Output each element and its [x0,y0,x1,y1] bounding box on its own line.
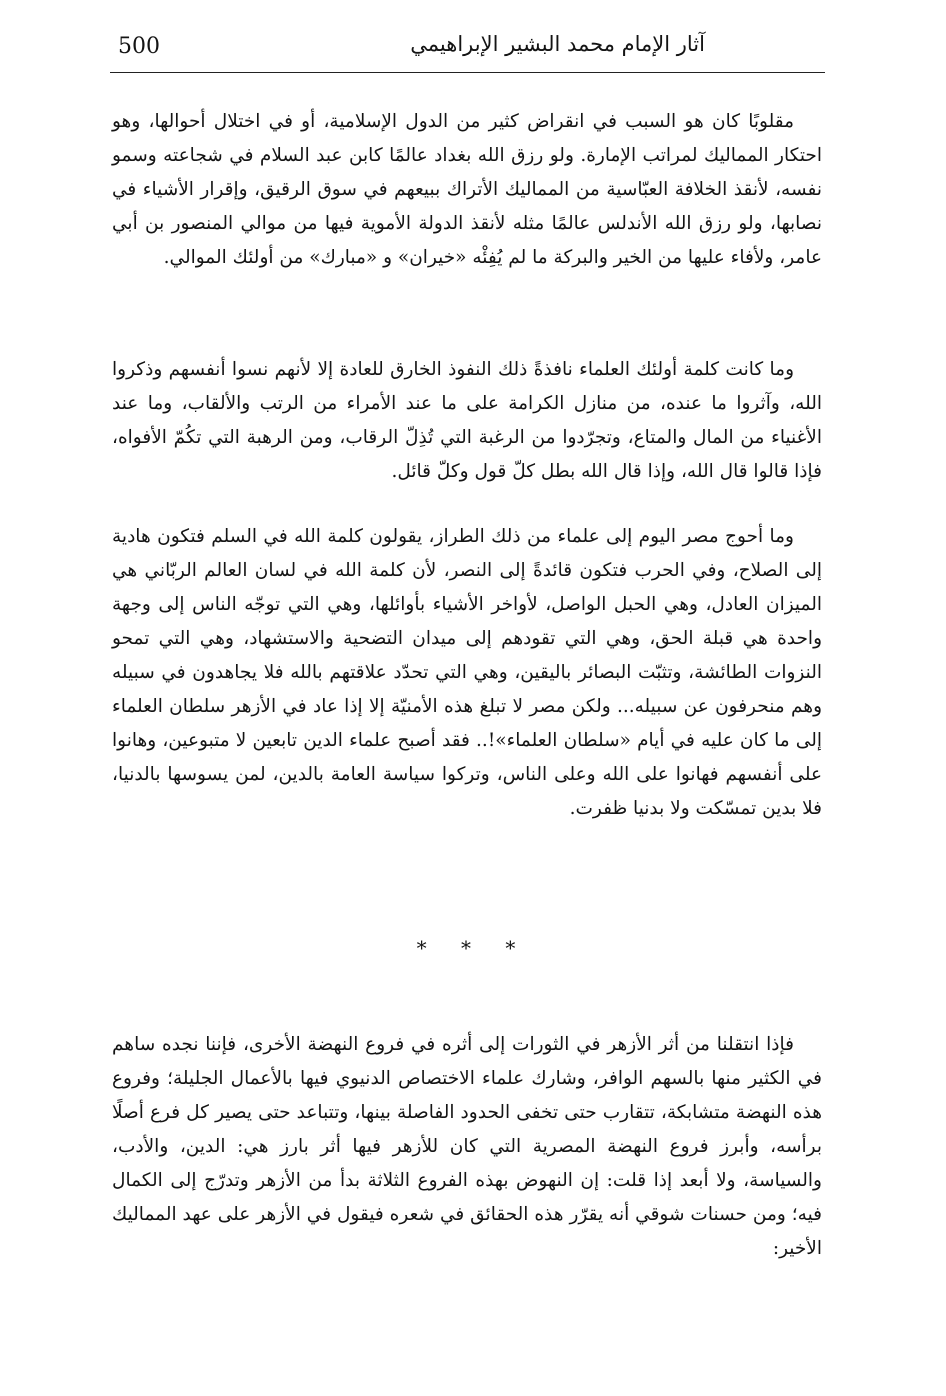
page-number: 500 [118,34,160,59]
paragraph-3: وما أحوج مصر اليوم إلى علماء من ذلك الطراز، يقولون كلمة الله في السلم فتكون هادية إلى الصلاح، وفي الحرب فتكون قائدةً إلى النصر، لأن كلمة الله في لسان العالم الربّاني هي الميزان العادل، وهي الحبل الواصل، لأواخر الأشياء بأوائلها، وهي التي توجّه الناس إلى وجهة واحدة هي قبلة الحق، وهي التي تقودهم إلى ميدان التضحية والاستشهاد، وهي التي تمحو النزوات الطائشة، وتثبّت البصائر باليقين، وهي التي تحدّد علاقتهم بالله فلا يجاهدون في سبيله وهم منحرفون عن سبيله... ولكن مصر لا تبلغ هذه الأمنيّة إلا إذا عاد في الأزهر سلطان العلماء إلى ما كان عليه في أيام «سلطان العلماء»!.. فقد أصبح علماء الدين تابعين لا متبوعين، وهانوا على أنفسهم فهانوا على الله وعلى الناس، وتركوا سياسة العامة بالدين، لمن يسوسها بالدنيا، فلا بدين تمسّكت ولا بدنيا ظفرت. [112,526,822,819]
section-separator: * * * [416,936,530,960]
text-block-2 [112,353,822,489]
paragraph-1: مقلوبًا كان هو السبب في انقراض كثير من الدول الإسلامية، أو في اختلال أحوالها، وهو احتكار المماليك لمراتب الإمارة. ولو رزق الله بغداد عالمًا كابن عبد السلام في شجاعته وسمو نفسه، لأنقذ الخلافة العبّاسية من المماليك الأتراك ببيعهم في سوق الرقيق، وإقرار الأشياء في نصابها، ولو رزق الله الأندلس عالمًا مثله لأنقذ الدولة الأموية فيها من موالي المنصور بن أبي عامر، ولأفاء عليها من الخير والبركة ما لم يُفِئْه «خيران» و «مبارك» من أولئك الموالي. [112,111,822,268]
book-title: آثار الإمام محمد البشير الإبراهيمي [410,32,705,56]
paragraph-4: فإذا انتقلنا من أثر الأزهر في الثورات إلى أثره في فروع النهضة الأخرى، فإننا نجده ساهم في الكثير منها بالسهم الوافر، وشارك علماء الاختصاص الدنيوي فيها بالأعمال الجليلة؛ وفروع هذه النهضة متشابكة، تتقارب حتى تخفى الحدود الفاصلة بينها، وتتباعد حتى يصير كل فرع أصلًا برأسه، وأبرز فروع النهضة المصرية التي كان للأزهر فيها أثر بارز هي: الدين، والأدب، والسياسة، ولا أبعد إذا قلت: إن النهوض بهذه الفروع الثلاثة بدأ من الأزهر وتدرّج إلى الكمال فيه؛ ومن حسنات شوقي أنه يقرّر هذه الحقائق في شعره فيقول في الأزهر على عهد المماليك الأخير: [112,1034,822,1259]
text-block-1 [112,105,822,275]
running-header [110,30,825,73]
text-block-4 [112,1028,822,1266]
text-block-3 [112,520,822,826]
paragraph-2: وما كانت كلمة أولئك العلماء نافذةً ذلك النفوذ الخارق للعادة إلا لأنهم نسوا أنفسهم وذكروا الله، وآثروا ما عنده، من منازل الكرامة على ما عند الأمراء من الرتب والألقاب، وما عند الأغنياء من المال والمتاع، وتجرّدوا من الرغبة التي تُذِلّ الرقاب، ومن الرهبة التي تكُمّ الأفواه، فإذا قالوا قال الله، وإذا قال الله بطل كلّ قول وكلّ قائل. [112,359,822,482]
